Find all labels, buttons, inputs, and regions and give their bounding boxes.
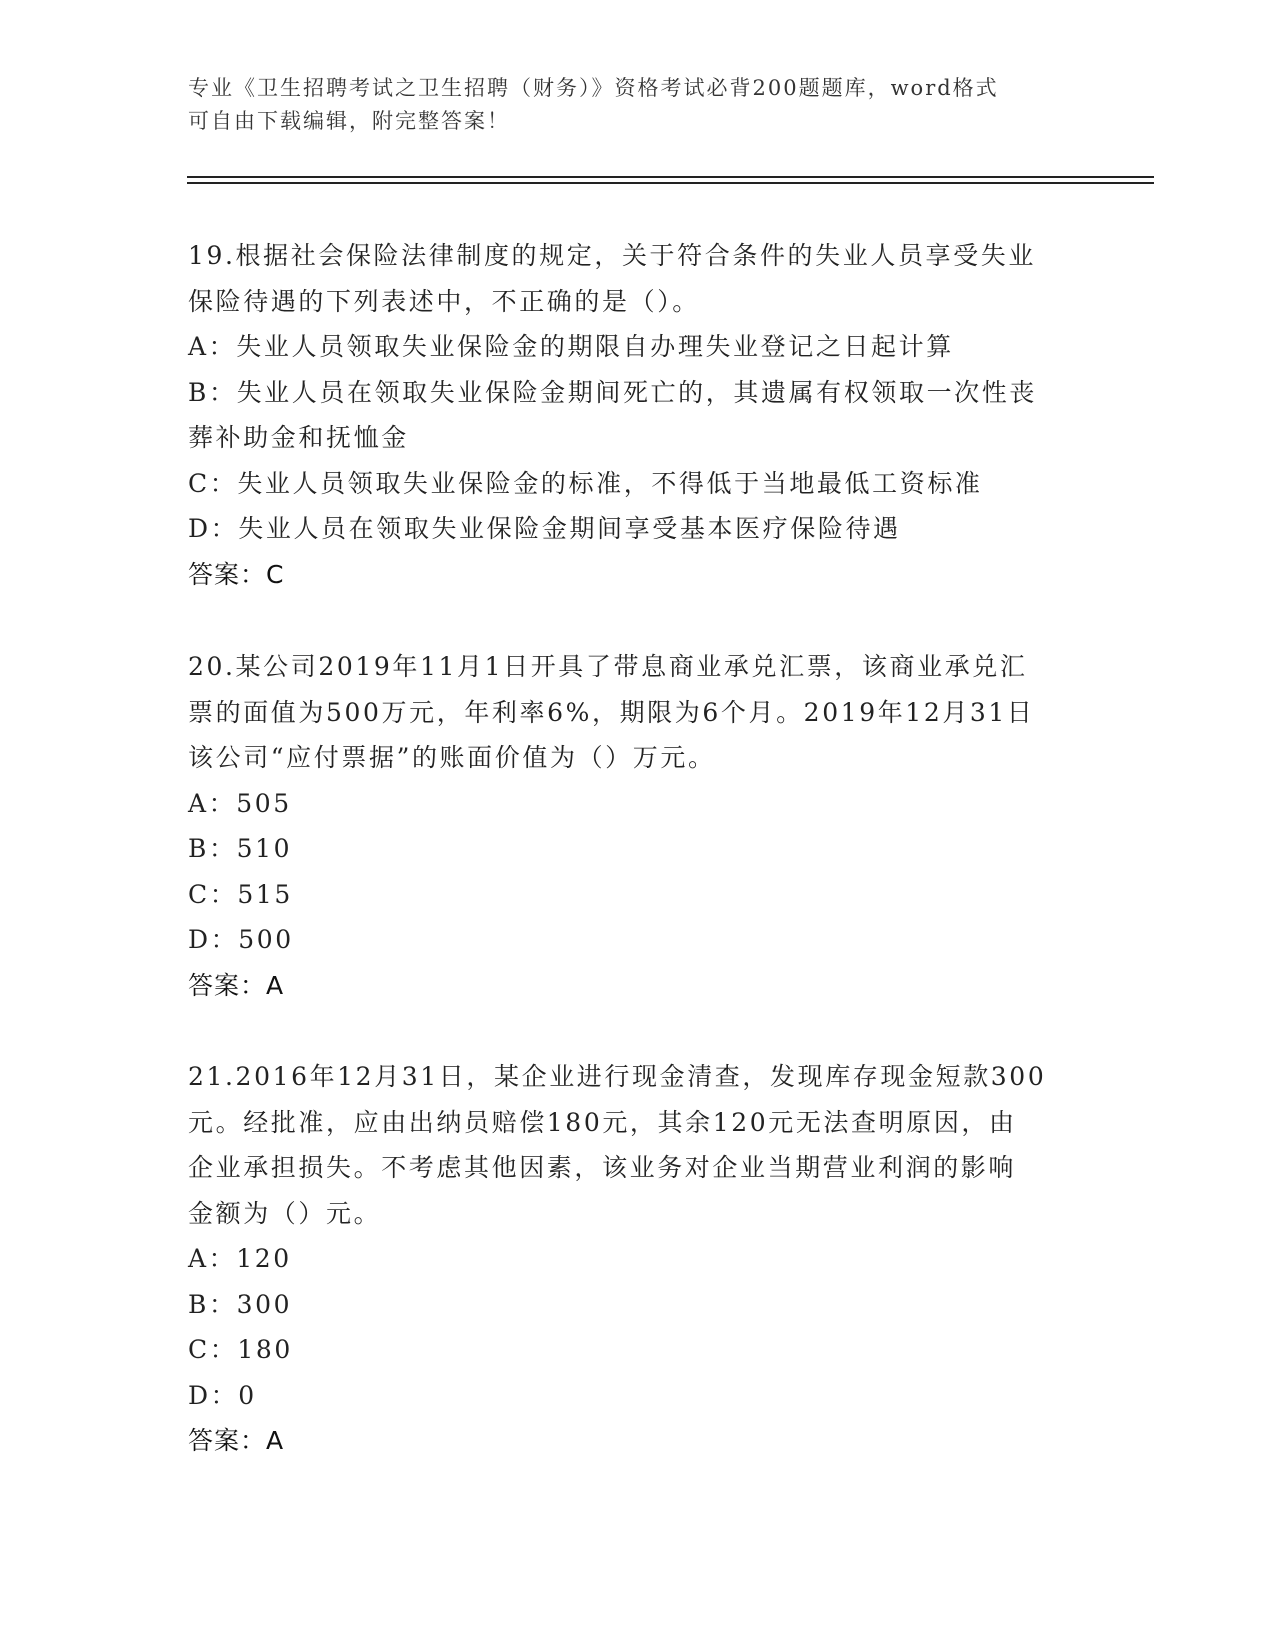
- option-c: C：失业人员领取失业保险金的标准，不得低于当地最低工资标准: [188, 468, 983, 498]
- answer: 答案：A: [188, 1426, 285, 1455]
- question-stem-line: 21.2016年12月31日，某企业进行现金清查，发现库存现金短款300: [188, 1062, 1047, 1091]
- question-20: [188, 644, 1088, 1008]
- question-stem-line: 票的面值为500万元，年利率6%，期限为6个月。2019年12月31日: [188, 697, 1035, 727]
- question-stem-line: 元。经批准，应由出纳员赔偿180元，其余120元无法查明原因，由: [188, 1107, 1017, 1137]
- option-a: A：120: [188, 1244, 292, 1273]
- option-b: B：510: [188, 834, 293, 863]
- question-stem-line: 企业承担损失。不考虑其他因素，该业务对企业当期营业利润的影响: [188, 1153, 1017, 1182]
- question-stem-line: 金额为（）元。: [188, 1198, 382, 1228]
- option-b-continued: 葬补助金和抚恤金: [188, 423, 409, 452]
- option-c: C：180: [188, 1335, 293, 1364]
- header-divider-top: [187, 176, 1154, 178]
- header-line-1: 专业《卫生招聘考试之卫生招聘（财务）》资格考试必背200题题库，word格式: [188, 76, 999, 100]
- option-d: D：失业人员在领取失业保险金期间享受基本医疗保险待遇: [188, 514, 901, 543]
- option-b: B：失业人员在领取失业保险金期间死亡的，其遗属有权领取一次性丧: [188, 377, 1037, 407]
- option-a: A：失业人员领取失业保险金的期限自办理失业登记之日起计算: [188, 332, 954, 361]
- question-stem-line: 该公司“应付票据”的账面价值为（）万元。: [188, 743, 716, 772]
- header-line-2: 可自由下载编辑，附完整答案！: [188, 109, 510, 133]
- question-stem-line: 20.某公司2019年11月1日开具了带息商业承兑汇票，该商业承兑汇: [188, 652, 1028, 681]
- option-d: D：0: [188, 1380, 257, 1410]
- document-header: [188, 72, 1088, 138]
- option-b: B：300: [188, 1289, 293, 1319]
- answer: 答案：C: [188, 559, 285, 589]
- header-divider-bottom: [187, 182, 1154, 184]
- question-21: [188, 1054, 1088, 1464]
- option-d: D：500: [188, 925, 294, 954]
- question-stem-line: 保险待遇的下列表述中，不正确的是（）。: [188, 286, 700, 316]
- question-stem-line: 19.根据社会保险法律制度的规定，关于符合条件的失业人员享受失业: [188, 241, 1036, 270]
- answer: 答案：A: [188, 970, 285, 1000]
- option-a: A：505: [188, 788, 292, 818]
- question-19: [188, 233, 1088, 597]
- option-c: C：515: [188, 879, 293, 909]
